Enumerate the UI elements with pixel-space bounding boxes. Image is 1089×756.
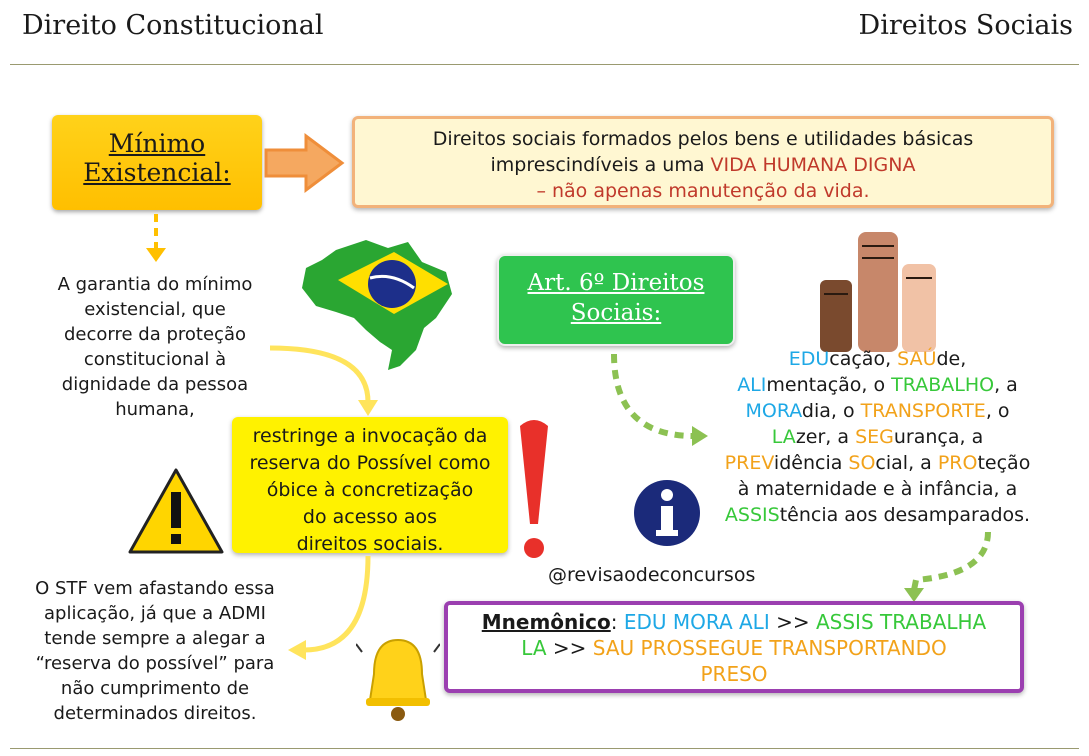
- minimo-line2: Existencial:: [83, 158, 231, 187]
- mnemonic-part: ASSIS TRABALHA: [815, 610, 987, 634]
- definition-line3: – não apenas manutenção da vida.: [536, 180, 870, 202]
- stf-line: não cumprimento de: [60, 678, 250, 699]
- rights-prev: PREV: [724, 452, 774, 474]
- mnemonic-part: EDU MORA ALI: [623, 610, 770, 634]
- mnemonic-part: LA: [521, 636, 547, 660]
- center-line: óbice à concretização: [266, 479, 474, 501]
- header-right-title: Direitos Sociais: [858, 10, 1073, 41]
- stf-line: determinados direitos.: [53, 703, 257, 724]
- header-left-title: Direito Constitucional: [22, 10, 324, 41]
- art6-line1: Art. 6º Direitos: [527, 270, 705, 296]
- mnemonic-text: :: [610, 610, 624, 634]
- rights-transporte: TRANSPORTE: [860, 400, 986, 422]
- rights-text: cial, a: [875, 452, 938, 474]
- mnemonic-label: Mnemônico: [481, 610, 611, 634]
- footer-divider: [10, 748, 1079, 749]
- rights-trabalho: TRABALHO: [891, 374, 995, 396]
- definition-line2: imprescindíveis a uma: [490, 154, 711, 176]
- rights-text: , o: [985, 400, 1010, 422]
- rights-list: [700, 346, 1055, 528]
- garantia-text: [30, 272, 280, 422]
- rights-text: idência: [773, 452, 849, 474]
- header-divider: [10, 64, 1079, 65]
- garantia-line: decorre da proteção: [64, 324, 246, 345]
- rights-text: dia, o: [801, 400, 861, 422]
- definition-box: [352, 116, 1054, 208]
- stf-text: [10, 576, 300, 726]
- rights-text: tência aos desamparados.: [779, 504, 1031, 526]
- rights-text: cação,: [829, 348, 898, 370]
- mnemonic-sep: >>: [546, 636, 593, 660]
- rights-seg: SEG: [855, 426, 894, 448]
- art6-line2: Sociais:: [570, 300, 662, 326]
- rights-so: SO: [848, 452, 876, 474]
- garantia-line: humana,: [115, 399, 195, 420]
- garantia-line: dignidade da pessoa: [61, 374, 249, 395]
- author-handle: @revisaodeconcursos: [548, 564, 756, 586]
- mnemonic-box: [444, 601, 1024, 693]
- art6-box: [497, 254, 735, 346]
- info-icon: [632, 478, 702, 548]
- mnemonic-part: SAU PROSSEGUE TRANSPORTANDO: [592, 636, 947, 660]
- arrow-right-icon: [262, 130, 348, 196]
- dashed-arrow-down-icon: [144, 212, 168, 266]
- rights-mora: MORA: [745, 400, 802, 422]
- bell-icon: [356, 634, 440, 726]
- rights-pro: PRO: [937, 452, 978, 474]
- rights-text: zer, a: [795, 426, 856, 448]
- minimo-line1: Mínimo: [108, 129, 206, 158]
- minimo-existencial-box: [52, 115, 262, 210]
- rights-la: LA: [771, 426, 796, 448]
- raised-fists-icon: [814, 224, 944, 352]
- rights-text: teção: [977, 452, 1031, 474]
- stf-line: “reserva do possível” para: [35, 653, 275, 674]
- reserva-possivel-box: [232, 417, 508, 553]
- center-line: restringe a invocação da: [252, 425, 488, 447]
- stf-line: aplicação, já que a ADMI: [44, 603, 266, 624]
- warning-icon: [126, 466, 226, 558]
- exclamation-icon: [514, 416, 554, 566]
- rights-edu: EDU: [788, 348, 830, 370]
- rights-assis: ASSIS: [724, 504, 780, 526]
- vida-humana-digna: VIDA HUMANA DIGNA: [710, 154, 916, 176]
- center-line: direitos sociais.: [296, 533, 444, 555]
- stf-line: tende sempre a alegar a: [44, 628, 266, 649]
- mnemonic-sep: >>: [769, 610, 816, 634]
- garantia-line: A garantia do mínimo: [57, 274, 253, 295]
- garantia-line: existencial, que: [84, 299, 226, 320]
- curved-arrow-icon: [268, 340, 388, 422]
- rights-text: , a: [994, 374, 1018, 396]
- stf-line: O STF vem afastando essa: [35, 578, 275, 599]
- definition-line1: Direitos sociais formados pelos bens e utilidades básicas: [432, 128, 974, 150]
- garantia-line: constitucional à: [83, 349, 227, 370]
- rights-text: de,: [936, 348, 967, 370]
- rights-text: mentação, o: [766, 374, 892, 396]
- dashed-arrow-icon: [600, 350, 712, 450]
- rights-text: urança, a: [893, 426, 984, 448]
- center-line: do acesso aos: [302, 506, 438, 528]
- rights-text: à maternidade e à infância, a: [737, 478, 1018, 500]
- dashed-arrow-down-icon: [900, 528, 1000, 606]
- rights-ali: ALI: [737, 374, 767, 396]
- center-line: reserva do Possível como: [249, 452, 491, 474]
- mnemonic-part: PRESO: [700, 662, 768, 686]
- rights-sau: SAÚ: [897, 348, 937, 370]
